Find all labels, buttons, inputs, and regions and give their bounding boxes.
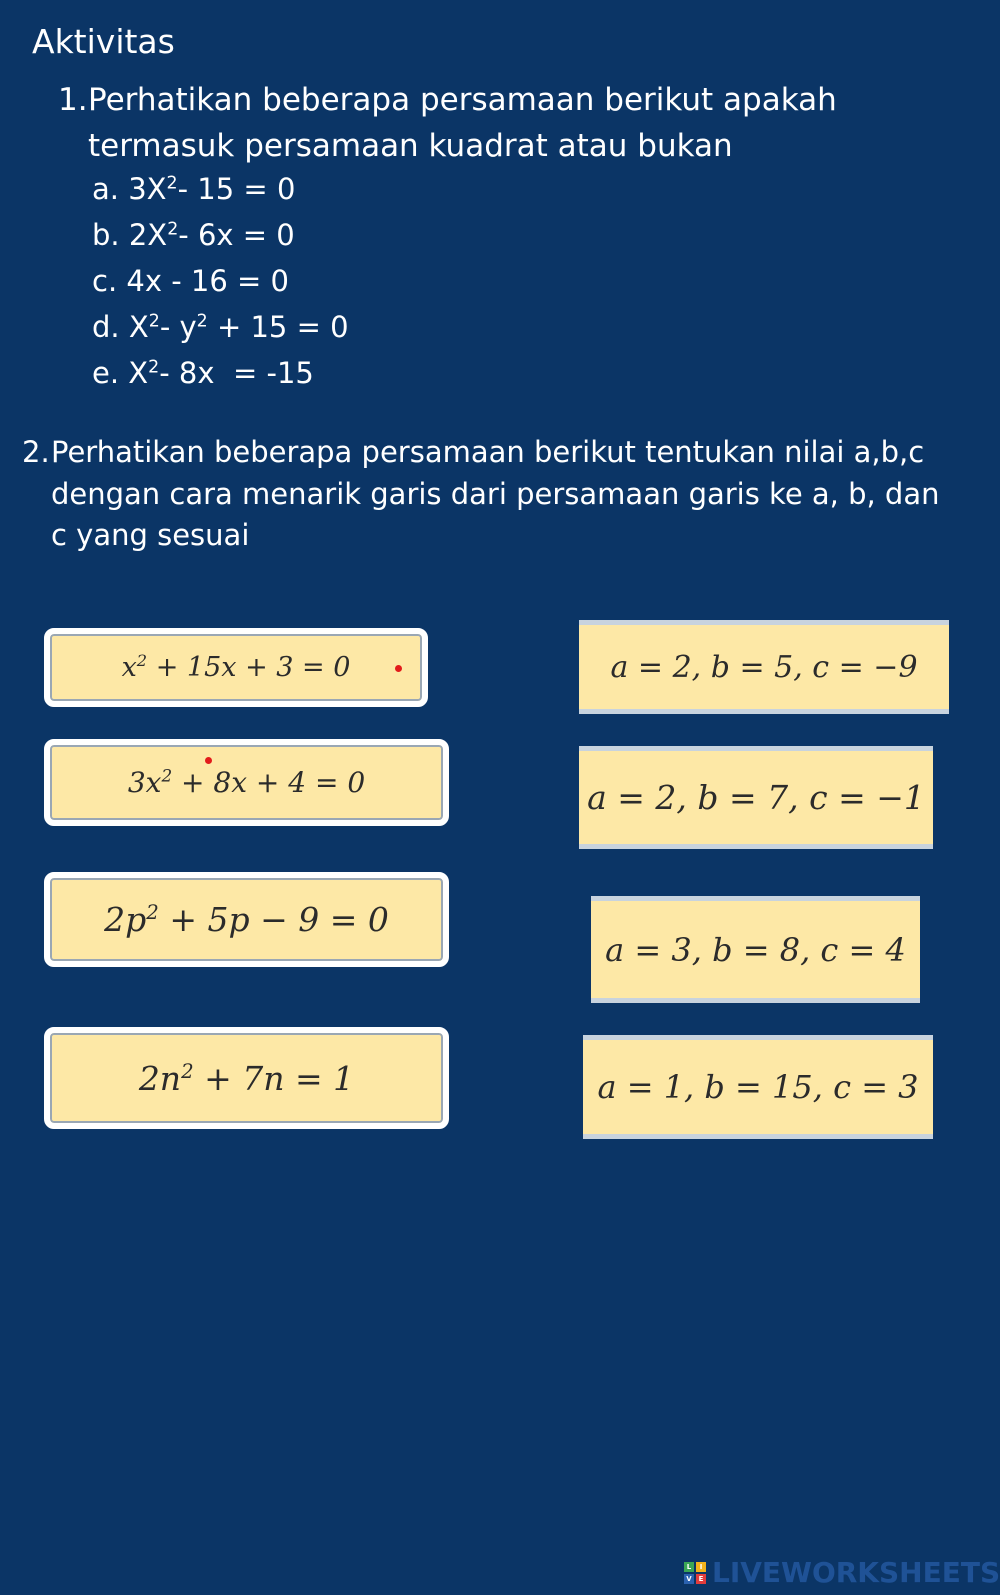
question-1: [58, 77, 958, 169]
option-c: c. 4x - 16 = 0: [92, 264, 289, 298]
logo-cell: E: [696, 1574, 706, 1584]
logo-cell: I: [696, 1562, 706, 1572]
connector-dot[interactable]: [205, 757, 212, 764]
option-e: e. $X^2-$ 8x = -15: [92, 356, 314, 390]
question-2-number: 2.: [22, 435, 50, 469]
connector-dot[interactable]: [395, 665, 402, 672]
match-left-3[interactable]: [44, 872, 449, 967]
match-right-2[interactable]: [579, 746, 933, 849]
equation-1: $x^2 + 15x + 3 = 0$: [121, 651, 351, 683]
match-right-3[interactable]: [591, 896, 920, 1003]
match-right-1[interactable]: [579, 620, 949, 714]
match-left-4[interactable]: [44, 1027, 449, 1129]
answer-3: a = 3, b = 8, c = 4: [605, 930, 906, 969]
option-a: a. $3X^2-$ 15 = 0: [92, 172, 296, 206]
equation-3: $2p^2 + 5p - 9 = 0$: [104, 900, 389, 939]
match-left-1[interactable]: [44, 628, 428, 707]
question-2-text: Perhatikan beberapa persamaan berikut tentukan nilai a,b,c dengan cara menarik garis dari persamaan garis ke a, b, dan c yang sesuai: [51, 435, 940, 552]
question-1-number: 1.: [58, 82, 88, 118]
equation-2: $3x^2 + 8x + 4 = 0$: [127, 765, 366, 799]
answer-1: a = 2, b = 5, c = −9: [610, 649, 918, 685]
option-d: d. $X^2-$ $y^2 + 15 = 0$: [92, 310, 349, 344]
equation-4: $2n^2 + 7n = 1$: [138, 1058, 355, 1098]
liveworksheets-logo: [684, 1556, 1000, 1589]
match-right-4[interactable]: [583, 1035, 933, 1139]
option-b: b. $2X^2-$ 6x = 0: [92, 218, 295, 252]
answer-4: a = 1, b = 15, c = 3: [597, 1068, 919, 1106]
logo-cell: V: [684, 1574, 694, 1584]
question-2: [22, 432, 942, 557]
question-1-text: Perhatikan beberapa persamaan berikut apakah termasuk persamaan kuadrat atau bukan: [88, 82, 837, 164]
question-1-options: [92, 166, 349, 396]
answer-2: a = 2, b = 7, c = −1: [587, 778, 925, 817]
logo-grid-icon: [684, 1562, 706, 1584]
match-left-2[interactable]: [44, 739, 449, 826]
page-title: Aktivitas: [32, 22, 175, 61]
logo-wordmark: LIVEWORKSHEETS: [712, 1556, 1000, 1589]
logo-cell: L: [684, 1562, 694, 1572]
